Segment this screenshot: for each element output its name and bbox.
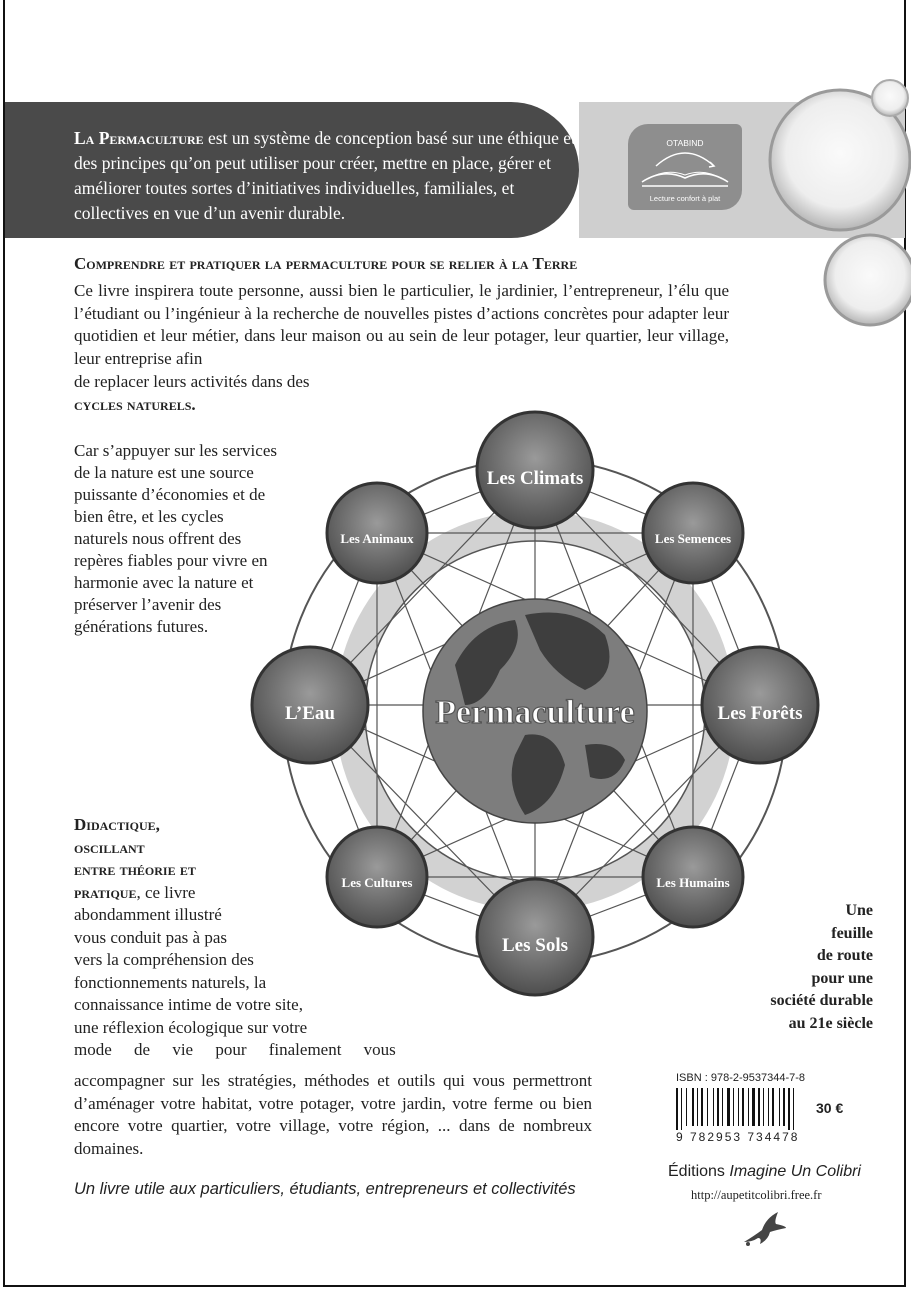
tagline-line: de route bbox=[816, 947, 873, 964]
barcode-bar bbox=[788, 1088, 790, 1130]
barcode-bar bbox=[742, 1088, 744, 1126]
barcode-bar bbox=[752, 1088, 755, 1126]
diagram-node-label: Les Animaux bbox=[340, 531, 414, 546]
tagline-roadmap bbox=[770, 900, 873, 1035]
diagram-node-label: Les Humains bbox=[656, 875, 730, 890]
barcode-bar bbox=[763, 1088, 764, 1126]
didactic-line: connaissance intime de votre site, bbox=[74, 995, 303, 1014]
price: 30 € bbox=[816, 1100, 844, 1116]
didactic-tail: , ce livre bbox=[136, 882, 196, 902]
barcode-bar bbox=[727, 1088, 730, 1126]
barcode-bar bbox=[758, 1088, 760, 1126]
barcode-bar bbox=[733, 1088, 734, 1126]
didactic-emphasis: pratique bbox=[74, 882, 137, 902]
barcode-bar bbox=[772, 1088, 774, 1126]
permaculture-diagram bbox=[225, 405, 803, 1011]
barcode-bar bbox=[768, 1088, 769, 1126]
barcode-bar bbox=[779, 1088, 780, 1126]
diagram-node bbox=[643, 483, 743, 583]
paragraph-nature: Car s’appuyer sur les services de la nature est une source puissante d’économies et de bien être, et les cycles naturels nous offrent des repères fiables pour vivre en harmonie avec la nature et préserver l’avenir des générations futures. bbox=[74, 441, 277, 636]
diagram-node bbox=[643, 827, 743, 927]
diagram-node bbox=[702, 647, 818, 763]
tagline-line: Une bbox=[845, 902, 873, 919]
diagram-node-label: Les Climats bbox=[486, 468, 584, 489]
intro-body: est un système de conception basé sur une éthique et des principes qu’on peut utiliser pour créer, mettre en place, gérer et améliorer toutes sortes d’initiatives individuelles, familiales, et collectives en vue d’un avenir durable. bbox=[74, 128, 576, 223]
didactic-line: fonctionnements naturels, la bbox=[74, 972, 267, 992]
book-open-icon bbox=[628, 146, 742, 190]
isbn-label: ISBN : 978-2-9537344-7-8 bbox=[676, 1072, 806, 1084]
diagram-node bbox=[327, 483, 427, 583]
cycles-text: de replacer leurs activités dans des bbox=[74, 372, 310, 391]
barcode bbox=[674, 1088, 806, 1130]
didactic-line: vous conduit pas à pas bbox=[74, 927, 227, 947]
diagram-center-label: Permaculture bbox=[435, 694, 635, 731]
publisher-name: Imagine Un Colibri bbox=[729, 1163, 861, 1180]
barcode-bar bbox=[686, 1088, 687, 1126]
didactic-line: abondamment illustré bbox=[74, 905, 222, 924]
barcode-bar bbox=[697, 1088, 698, 1126]
intro-text bbox=[74, 126, 579, 226]
isbn-digits: 9 782953 734478 bbox=[676, 1130, 800, 1144]
barcode-bar bbox=[722, 1088, 723, 1126]
intro-lead: La Permaculture bbox=[74, 128, 204, 148]
diagram-node bbox=[252, 647, 368, 763]
didactic-line: oscillant bbox=[74, 837, 145, 857]
diagram-node-label: L’Eau bbox=[285, 703, 335, 724]
didactic-line: une réflexion écologique sur votre bbox=[74, 1017, 308, 1037]
barcode-bar bbox=[692, 1088, 694, 1126]
otabind-caption: Lecture confort à plat bbox=[649, 194, 721, 203]
tagline-audience: Un livre utile aux particuliers, étudiants, entrepreneurs et collectivités bbox=[74, 1180, 576, 1198]
diagram-node-label: Les Forêts bbox=[717, 703, 803, 724]
didactic-line: entre théorie et bbox=[74, 860, 196, 879]
barcode-bar bbox=[707, 1088, 708, 1126]
barcode-bar bbox=[676, 1088, 678, 1130]
barcode-bar bbox=[738, 1088, 739, 1126]
publisher bbox=[668, 1163, 861, 1181]
paragraph-strategies: accompagner sur les stratégies, méthodes et outils qui vous permettront d’aménager votre habitat, votre potager, votre jardin, votre ferme ou bien encore votre quartier, votre village, votre région, ... dans de nombreux domaines. bbox=[74, 1071, 592, 1158]
diagram-node bbox=[477, 412, 593, 528]
diagram-node bbox=[477, 879, 593, 995]
tagline-line: feuille bbox=[831, 924, 873, 942]
diagram-node-label: Les Semences bbox=[654, 531, 732, 546]
hummingbird-logo bbox=[740, 1208, 790, 1248]
barcode-bar bbox=[713, 1088, 714, 1126]
didactic-line: vers la compréhension des bbox=[74, 950, 254, 969]
barcode-bar bbox=[717, 1088, 719, 1126]
didactic-line: Didactique, bbox=[74, 815, 160, 834]
tagline-line: société durable bbox=[770, 992, 873, 1009]
barcode-bar bbox=[701, 1088, 703, 1126]
section-title: Comprendre et pratiquer la permaculture pour se relier à la Terre bbox=[74, 254, 578, 273]
paragraph-audience: Ce livre inspirera toute personne, aussi bien le particulier, le jardinier, l’entrepreneur, l’élu que l’étudiant ou l’ingénieur à la recherche de nouvelles pistes d’actions concrètes pour adapter leur quotidien et leur métier, dans leur maison ou au sein de leur potager, leur quartier, leur village, leur entreprise afin bbox=[74, 281, 729, 368]
tagline-line: pour une bbox=[811, 969, 873, 987]
barcode-bar bbox=[793, 1088, 794, 1130]
barcode-bar bbox=[681, 1088, 682, 1130]
barcode-bar bbox=[748, 1088, 749, 1126]
diagram-node-label: Les Cultures bbox=[341, 875, 413, 890]
otabind-brand: OTABIND bbox=[666, 138, 704, 148]
barcode-bar bbox=[783, 1088, 785, 1126]
tagline-line: au 21e siècle bbox=[788, 1014, 873, 1032]
publisher-prefix: Éditions bbox=[668, 1163, 730, 1180]
diagram-node-label: Les Sols bbox=[502, 935, 568, 956]
cycles-emphasis: cycles naturels. bbox=[74, 395, 196, 414]
didactic-line: mode de vie pour finalement vous bbox=[74, 1040, 396, 1059]
publisher-url: http://aupetitcolibri.free.fr bbox=[691, 1188, 822, 1202]
otabind-badge bbox=[628, 124, 742, 210]
diagram-node bbox=[327, 827, 427, 927]
